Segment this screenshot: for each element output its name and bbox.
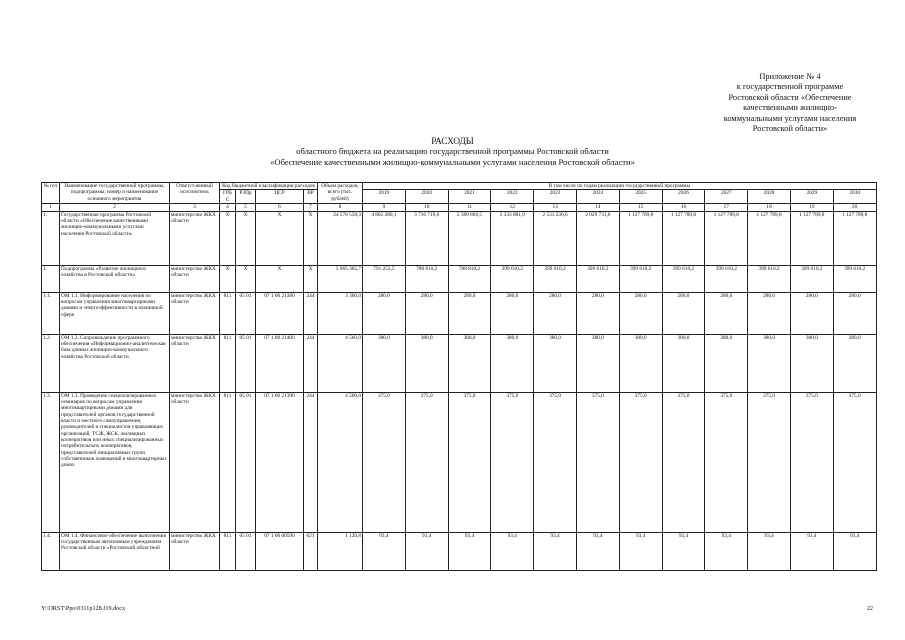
year-amount: 2 333 881,9 (491, 211, 534, 265)
program-name: ОМ 1.3. Проведение специализированных семинаров по вопросам управления многоквартирными домами для представителей органов государственной власти и местного самоуправления, руководителей и специалистов управляющих организаций, ТСЖ, ЖСК, жилищных кооперативов или иных специализированных потребительских кооперативов, представителей инициативных групп собственников помещений в многоквартирных домах (60, 392, 170, 532)
year-amount: 380,0 (833, 334, 876, 392)
year-amount: 375,0 (619, 392, 662, 532)
executor: министерство ЖКХ области (170, 211, 220, 265)
grbs-code: X (220, 265, 236, 292)
year-amount: 375,0 (363, 392, 406, 532)
year-amount: 1 127 789,8 (790, 211, 833, 265)
year-amount: 788 810,2 (448, 265, 491, 292)
year-amount: 280,0 (833, 292, 876, 334)
column-number: 20 (833, 203, 876, 211)
budget-table (41, 182, 877, 571)
year-amount: 380,0 (662, 334, 705, 392)
year-amount: 2 531 236,6 (534, 211, 577, 265)
year-amount: 375,0 (790, 392, 833, 532)
executor: министерство ЖКХ области (170, 392, 220, 532)
executor: министерство ЖКХ области (170, 265, 220, 292)
csr-code: 07 1 00 21400 (256, 334, 304, 392)
year-amount: 380,0 (448, 334, 491, 392)
header-executor: Ответст-венный исполнитель (170, 183, 220, 204)
vr-code: 244 (304, 392, 318, 532)
appendix-line: Ростовской области «Обеспечение (728, 92, 852, 102)
year-amount: 1 127 789,8 (662, 211, 705, 265)
column-number: 15 (619, 203, 662, 211)
column-number: 14 (576, 203, 619, 211)
column-number: 9 (363, 203, 406, 211)
year-amount: 280,0 (448, 292, 491, 334)
header-year: 2022 (491, 190, 534, 204)
header-year: 2023 (534, 190, 577, 204)
page-number: 22 (866, 605, 873, 612)
csr-code: 07 1 00 00590 (256, 532, 304, 570)
program-name: ОМ 1.1. Информирование населения по вопросам управления многоквартирными домами и энергоэффективности в жилищной сфере (60, 292, 170, 334)
year-amount: 375,0 (491, 392, 534, 532)
header-year: 2026 (662, 190, 705, 204)
executor: министерство ЖКХ области (170, 532, 220, 570)
executor: министерство ЖКХ области (170, 292, 220, 334)
year-amount: 1 127 789,8 (619, 211, 662, 265)
year-amount: 280,0 (576, 292, 619, 334)
year-amount: 280,0 (363, 292, 406, 334)
appendix-line: Приложение № 4 (759, 72, 821, 81)
column-number: 1 (42, 203, 60, 211)
year-amount: 375,0 (448, 392, 491, 532)
column-number: 10 (405, 203, 448, 211)
year-amount: 375,0 (662, 392, 705, 532)
year-amount: 1 127 789,8 (833, 211, 876, 265)
appendix-line: Ростовской области» (752, 124, 828, 134)
column-number-row (42, 203, 877, 211)
program-name: ОМ 1.4. Финансовое обеспечение выполнения государственным автономным учреждением Ростовской области «Ростовский областной (60, 532, 170, 570)
year-amount: 380,0 (790, 334, 833, 392)
year-amount: 93,4 (491, 532, 534, 570)
column-number: 5 (236, 203, 256, 211)
header-year: 2021 (448, 190, 491, 204)
header-year: 2024 (576, 190, 619, 204)
year-amount: 399 610,2 (534, 265, 577, 292)
table-row (42, 265, 877, 292)
table-row (42, 292, 877, 334)
year-amount: 2 029 731,6 (576, 211, 619, 265)
rzpr-code: X (236, 211, 256, 265)
row-number: 1.2. (42, 334, 60, 392)
header-year: 2030 (833, 190, 876, 204)
header-rzpr: РЗПр (236, 190, 256, 204)
year-amount: 375,0 (405, 392, 448, 532)
year-amount: 93,4 (619, 532, 662, 570)
csr-code: 07 1 00 21380 (256, 292, 304, 334)
rzpr-code: 05 01 (236, 334, 256, 392)
header-year: 2025 (619, 190, 662, 204)
grbs-code: 811 (220, 292, 236, 334)
title-line-3: «Обеспечение качественными жилищно-коммунальными услугами населения Ростовской области» (270, 156, 635, 167)
title-line-1: РАСХОДЫ (431, 136, 474, 146)
year-amount: 791 253,5 (363, 265, 406, 292)
year-amount: 375,0 (748, 392, 791, 532)
year-amount: 380,0 (491, 334, 534, 392)
column-number: 19 (790, 203, 833, 211)
year-amount: 93,4 (833, 532, 876, 570)
column-number: 8 (318, 203, 363, 211)
header-budget-code: Код бюджетной классификации расходов (220, 183, 318, 190)
year-amount: 375,0 (705, 392, 748, 532)
year-amount: 280,0 (534, 292, 577, 334)
header-years-group: В том числе по годам реализации государственной программы (363, 183, 877, 190)
program-name: Государственная программа Ростовской области «Обеспечение качественными жилищно-коммунальными услугами населения Ростовской области» (60, 211, 170, 265)
csr-code: 07 1 00 21390 (256, 392, 304, 532)
year-amount: 375,0 (833, 392, 876, 532)
year-amount: 280,0 (405, 292, 448, 334)
year-amount: 380,0 (534, 334, 577, 392)
grbs-code: 811 (220, 392, 236, 532)
column-number: 18 (748, 203, 791, 211)
rzpr-code: X (236, 265, 256, 292)
year-amount: 93,4 (534, 532, 577, 570)
total-amount: 5 965 365,7 (318, 265, 363, 292)
row-number: 1. (42, 265, 60, 292)
appendix-line: коммунальными услугами населения (723, 113, 857, 123)
year-amount: 2 389 869,5 (448, 211, 491, 265)
year-amount: 280,0 (491, 292, 534, 334)
year-amount: 280,0 (662, 292, 705, 334)
year-amount: 399 610,2 (619, 265, 662, 292)
grbs-code: 811 (220, 334, 236, 392)
column-number: 13 (534, 203, 577, 211)
csr-code: X (256, 211, 304, 265)
table-row (42, 532, 877, 570)
total-amount: 24 570 558,3 (318, 211, 363, 265)
total-amount: 1 120,8 (318, 532, 363, 570)
column-number: 11 (448, 203, 491, 211)
grbs-code: X (220, 211, 236, 265)
year-amount: 93,4 (790, 532, 833, 570)
appendix-line: качественными жилищно- (743, 103, 837, 113)
column-number: 6 (256, 203, 304, 211)
year-amount: 93,4 (705, 532, 748, 570)
year-amount: 375,0 (576, 392, 619, 532)
year-amount: 380,0 (576, 334, 619, 392)
row-number: 1.3. (42, 392, 60, 532)
year-amount: 380,0 (363, 334, 406, 392)
rzpr-code: 05 01 (236, 532, 256, 570)
row-number: 1.4. (42, 532, 60, 570)
year-amount: 399 610,2 (748, 265, 791, 292)
column-number: 4 (220, 203, 236, 211)
year-amount: 280,0 (619, 292, 662, 334)
executor: министерство ЖКХ области (170, 334, 220, 392)
footer-file-path: Y:\ORST\Ppo\0311p128.f19.docx (41, 605, 126, 612)
appendix-note (690, 72, 890, 134)
year-amount: 380,0 (619, 334, 662, 392)
year-amount: 399 610,2 (705, 265, 748, 292)
document-title (0, 136, 905, 167)
row-number: 1.1. (42, 292, 60, 334)
year-amount: 399 610,2 (662, 265, 705, 292)
program-name: ОМ 1.2. Сопровождение программного обеспечения «Информационно-аналитическая база данных жилищно-коммунального хозяйства Ростовской области (60, 334, 170, 392)
column-number: 17 (705, 203, 748, 211)
year-amount: 375,0 (534, 392, 577, 532)
header-num: № п/п (42, 183, 60, 204)
total-amount: 4 560,0 (318, 334, 363, 392)
year-amount: 93,4 (405, 532, 448, 570)
appendix-line: к государственной программе (736, 82, 844, 92)
year-amount: 4 802 380,1 (363, 211, 406, 265)
csr-code: X (256, 265, 304, 292)
row-number: 1. (42, 211, 60, 265)
total-amount: 4 500,0 (318, 392, 363, 532)
rzpr-code: 05 01 (236, 292, 256, 334)
total-amount: 3 360,0 (318, 292, 363, 334)
program-name: Подпрограмма «Развитие жилищного хозяйства в Ростовской области» (60, 265, 170, 292)
year-amount: 93,4 (363, 532, 406, 570)
header-vr: ВР (304, 190, 318, 204)
year-amount: 280,0 (705, 292, 748, 334)
header-year: 2028 (748, 190, 791, 204)
year-amount: 280,0 (748, 292, 791, 334)
header-year: 2029 (790, 190, 833, 204)
year-amount: 788 810,2 (405, 265, 448, 292)
header-row-1 (42, 183, 877, 190)
header-name: Наименование государственной программы, подпрограммы, номер и наименование основного мероприятия (60, 183, 170, 204)
title-line-2: областного бюджета на реализацию государственной программы Ростовской области (296, 146, 609, 157)
year-amount: 399 610,2 (833, 265, 876, 292)
year-amount: 380,0 (705, 334, 748, 392)
header-year: 2019 (363, 190, 406, 204)
table-row (42, 211, 877, 265)
column-number: 7 (304, 203, 318, 211)
vr-code: X (304, 265, 318, 292)
vr-code: 244 (304, 334, 318, 392)
vr-code: 621 (304, 532, 318, 570)
column-number: 16 (662, 203, 705, 211)
table-row (42, 392, 877, 532)
header-grbs: ГРБ С (220, 190, 236, 204)
year-amount: 399 610,2 (576, 265, 619, 292)
rzpr-code: 05 01 (236, 392, 256, 532)
column-number: 3 (170, 203, 220, 211)
header-year: 2027 (705, 190, 748, 204)
year-amount: 93,4 (448, 532, 491, 570)
header-total: Объем расходов, всего (тыс. рублей) (318, 183, 363, 204)
year-amount: 280,0 (790, 292, 833, 334)
year-amount: 380,0 (405, 334, 448, 392)
table-row (42, 334, 877, 392)
year-amount: 93,4 (662, 532, 705, 570)
vr-code: X (304, 211, 318, 265)
year-amount: 380,0 (748, 334, 791, 392)
header-csr: ЦСР (256, 190, 304, 204)
year-amount: 399 610,2 (491, 265, 534, 292)
year-amount: 93,4 (748, 532, 791, 570)
column-number: 2 (60, 203, 170, 211)
header-year: 2020 (405, 190, 448, 204)
grbs-code: 811 (220, 532, 236, 570)
year-amount: 93,4 (576, 532, 619, 570)
vr-code: 244 (304, 292, 318, 334)
column-number: 12 (491, 203, 534, 211)
year-amount: 3 716 719,6 (405, 211, 448, 265)
year-amount: 399 610,2 (790, 265, 833, 292)
year-amount: 1 127 789,8 (705, 211, 748, 265)
year-amount: 1 127 789,8 (748, 211, 791, 265)
